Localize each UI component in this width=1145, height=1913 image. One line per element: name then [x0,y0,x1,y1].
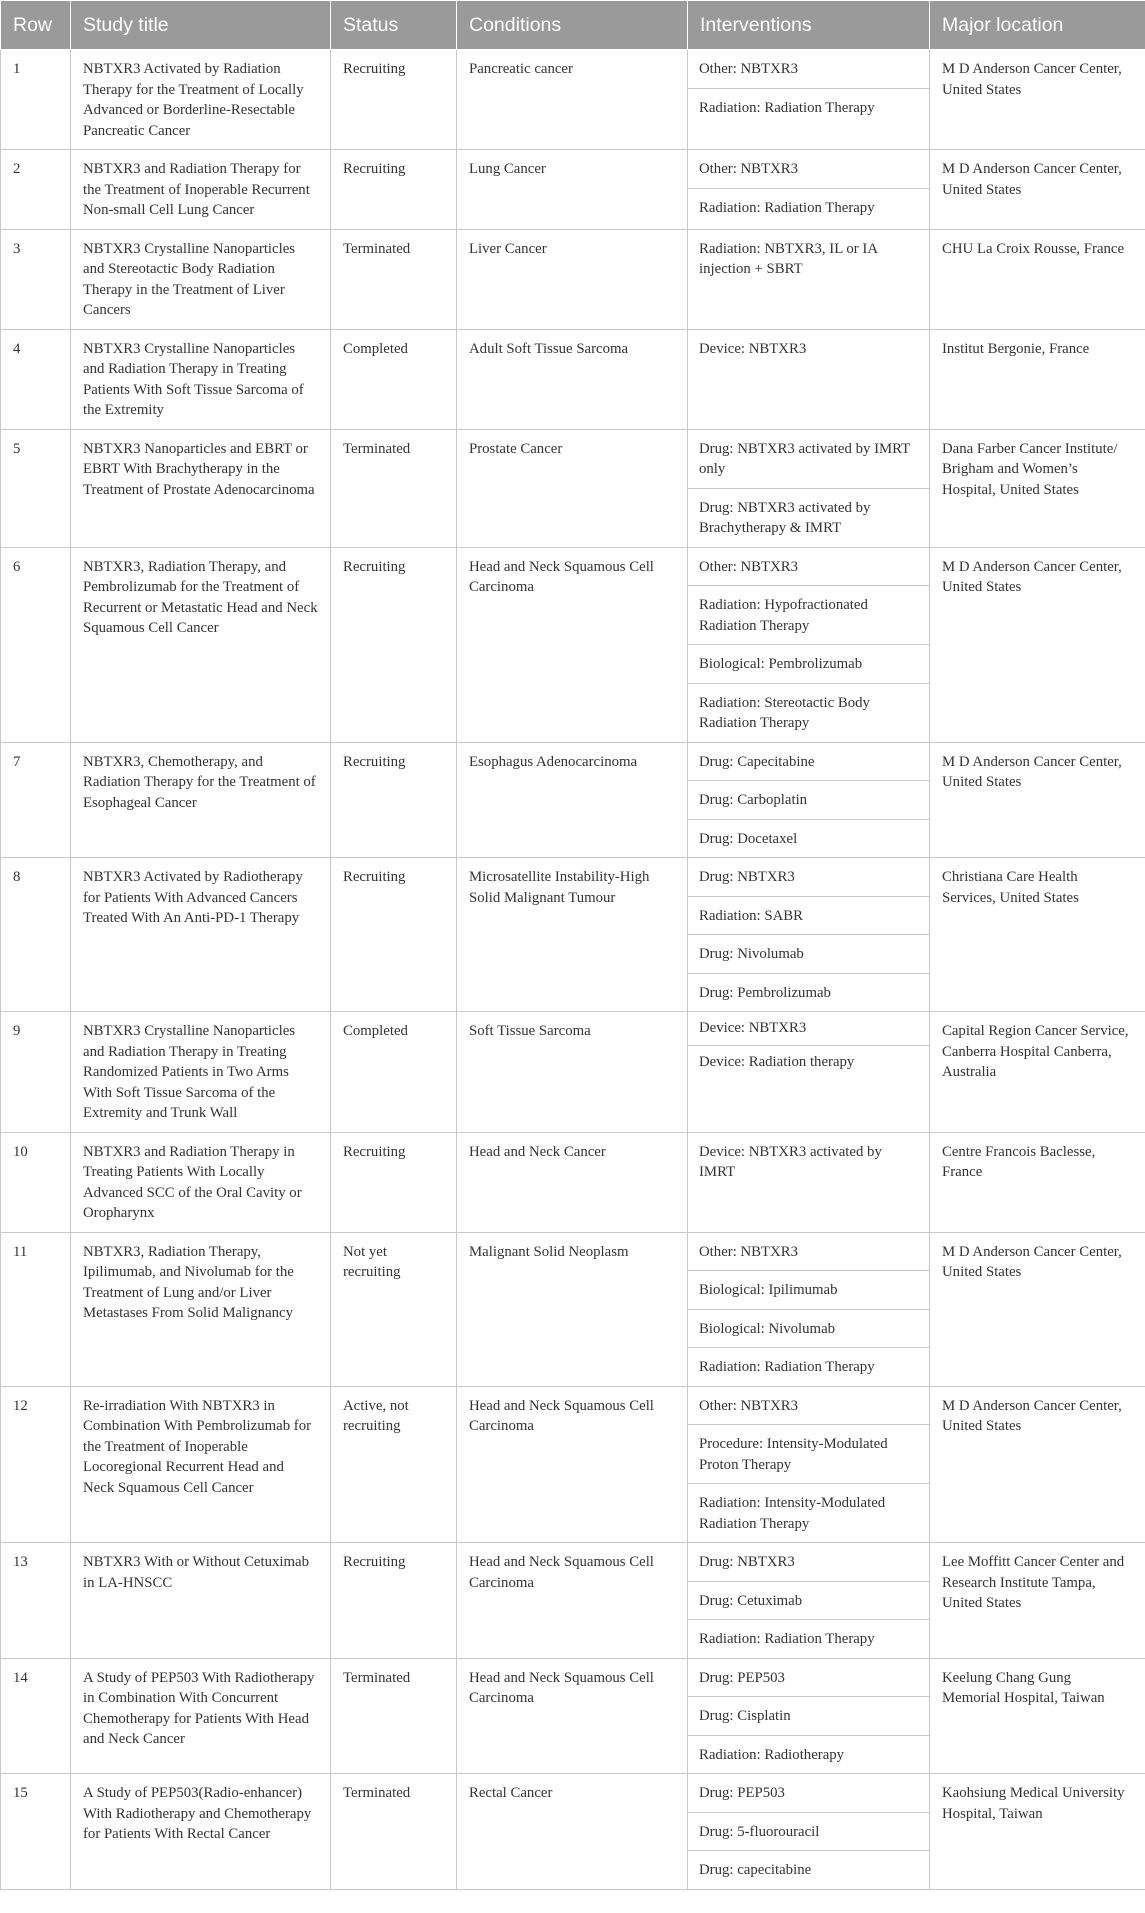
intervention-item: Drug: Carboplatin [688,781,929,820]
intervention-item: Radiation: Radiation Therapy [699,1359,875,1375]
intervention-item: Drug: Pembrolizumab [699,984,831,1001]
table-row [1,547,1145,742]
row-number-cell: 7 [1,742,71,858]
study-title-cell: NBTXR3 With or Without Cetuximab in LA-HNSCC [71,1543,331,1659]
intervention-item: Radiation: Stereotactic Body Radiation Therapy [699,694,870,731]
status-cell: Terminated [331,429,457,547]
interventions-list [688,1387,929,1543]
intervention-item: Radiation: Radiation Therapy [699,199,875,216]
interventions-cell [688,1132,930,1232]
interventions-cell [688,50,930,150]
intervention-item: Device: NBTXR3 activated by IMRT [699,1143,882,1180]
header-status: Status [331,1,457,50]
table-header [1,1,1145,50]
conditions-cell: Malignant Solid Neoplasm [457,1232,688,1386]
status-cell: Terminated [331,229,457,329]
study-title-cell: NBTXR3 and Radiation Therapy for the Treatment of Inoperable Recurrent Non-small Cell Lung Cancer [71,150,331,230]
intervention-item: Drug: Docetaxel [699,830,798,847]
intervention-item: Drug: Cetuximab [688,1582,929,1621]
intervention-item: Radiation: Radiation Therapy [699,99,875,116]
intervention-item: Biological: Ipilimumab [688,1271,929,1310]
conditions-cell: Pancreatic cancer [457,50,688,150]
row-number-cell: 9 [1,1012,71,1133]
table-row [1,1543,1145,1659]
interventions-list [688,1774,929,1889]
interventions-list [688,1133,929,1191]
row-number-cell: 10 [1,1132,71,1232]
status-cell: Recruiting [331,1132,457,1232]
interventions-cell [688,229,930,329]
study-title-cell: NBTXR3, Radiation Therapy, Ipilimumab, and Nivolumab for the Treatment of Lung and/or Liver Metastases From Solid Malignancy [71,1232,331,1386]
row-number-cell: 15 [1,1774,71,1890]
major-location-cell: M D Anderson Cancer Center, United States [930,547,1145,742]
row-number-cell: 5 [1,429,71,547]
header-interventions: Interventions [688,1,930,50]
row-number-cell: 3 [1,229,71,329]
row-number-cell: 12 [1,1386,71,1543]
interventions-list [688,858,929,1011]
table-row [1,858,1145,1012]
interventions-cell [688,1658,930,1774]
interventions-list [688,1012,929,1078]
status-cell: Completed [331,1012,457,1133]
status-cell: Recruiting [331,150,457,230]
status-cell: Terminated [331,1774,457,1890]
table-row [1,1132,1145,1232]
intervention-item: Device: Radiation therapy [699,1053,855,1070]
intervention-item: Drug: NBTXR3 [688,1543,929,1582]
study-title-cell: NBTXR3, Chemotherapy, and Radiation Therapy for the Treatment of Esophageal Cancer [71,742,331,858]
conditions-cell: Head and Neck Squamous Cell Carcinoma [457,1543,688,1659]
interventions-cell [688,547,930,742]
study-title-cell: A Study of PEP503 With Radiotherapy in Combination With Concurrent Chemotherapy for Patients With Head and Neck Cancer [71,1658,331,1774]
major-location-cell: M D Anderson Cancer Center, United States [930,50,1145,150]
interventions-list [688,1659,929,1774]
status-cell: Recruiting [331,50,457,150]
table-row [1,1386,1145,1543]
interventions-cell [688,150,930,230]
conditions-cell: Microsatellite Instability-High Solid Malignant Tumour [457,858,688,1012]
major-location-cell: Lee Moffitt Cancer Center and Research Institute Tampa, United States [930,1543,1145,1659]
intervention-item: Drug: NBTXR3 activated by IMRT only [688,430,929,489]
table-row [1,1774,1145,1890]
row-number-cell: 6 [1,547,71,742]
conditions-cell: Esophagus Adenocarcinoma [457,742,688,858]
intervention-item: Radiation: Radiation Therapy [699,1631,875,1647]
major-location-cell: Christiana Care Health Services, United States [930,858,1145,1012]
major-location-cell: M D Anderson Cancer Center, United States [930,1232,1145,1386]
intervention-item: Drug: NBTXR3 activated by Brachytherapy & IMRT [699,499,871,536]
header-conditions: Conditions [457,1,688,50]
interventions-list [688,1543,929,1658]
table-row [1,429,1145,547]
interventions-list [688,1233,929,1386]
intervention-item: Drug: PEP503 [688,1659,929,1698]
conditions-cell: Liver Cancer [457,229,688,329]
interventions-cell [688,1232,930,1386]
study-title-cell: A Study of PEP503(Radio-enhancer) With Radiotherapy and Chemotherapy for Patients With Rectal Cancer [71,1774,331,1890]
row-number-cell: 4 [1,329,71,429]
conditions-cell: Head and Neck Squamous Cell Carcinoma [457,1386,688,1543]
interventions-list [688,330,929,368]
major-location-cell: Dana Farber Cancer Institute/ Brigham and Women’s Hospital, United States [930,429,1145,547]
header-row [1,1,1145,50]
conditions-cell: Rectal Cancer [457,1774,688,1890]
major-location-cell: M D Anderson Cancer Center, United States [930,1386,1145,1543]
intervention-item: Radiation: Hypofractionated Radiation Therapy [688,586,929,645]
interventions-list [688,230,929,288]
status-cell: Recruiting [331,858,457,1012]
table-row [1,229,1145,329]
major-location-cell: CHU La Croix Rousse, France [930,229,1145,329]
intervention-item: Drug: Cisplatin [688,1697,929,1736]
intervention-item: Biological: Nivolumab [688,1310,929,1349]
major-location-cell: M D Anderson Cancer Center, United States [930,742,1145,858]
table-row [1,329,1145,429]
intervention-item: Drug: Capecitabine [688,743,929,782]
conditions-cell: Head and Neck Squamous Cell Carcinoma [457,547,688,742]
interventions-list [688,150,929,226]
interventions-list [688,743,929,858]
interventions-cell [688,1386,930,1543]
conditions-cell: Lung Cancer [457,150,688,230]
intervention-item: Other: NBTXR3 [688,1387,929,1426]
major-location-cell: Keelung Chang Gung Memorial Hospital, Taiwan [930,1658,1145,1774]
row-number-cell: 2 [1,150,71,230]
intervention-item: Other: NBTXR3 [688,150,929,189]
intervention-item: Radiation: SABR [688,897,929,936]
study-title-cell: NBTXR3, Radiation Therapy, and Pembrolizumab for the Treatment of Recurrent or Metastatic Head and Neck Squamous Cell Cancer [71,547,331,742]
major-location-cell: Institut Bergonie, France [930,329,1145,429]
major-location-cell: Kaohsiung Medical University Hospital, Taiwan [930,1774,1145,1890]
intervention-item: Other: NBTXR3 [688,548,929,587]
header-major-location: Major location [930,1,1145,50]
table-row [1,742,1145,858]
status-cell: Not yet recruiting [331,1232,457,1386]
interventions-cell [688,429,930,547]
intervention-item: Drug: capecitabine [699,1862,812,1878]
row-number-cell: 14 [1,1658,71,1774]
interventions-list [688,50,929,126]
table-row [1,50,1145,150]
table-row [1,1232,1145,1386]
interventions-cell [688,1012,930,1133]
intervention-item: Drug: PEP503 [688,1774,929,1813]
interventions-cell [688,742,930,858]
interventions-cell [688,858,930,1012]
study-title-cell: NBTXR3 and Radiation Therapy in Treating Patients With Locally Advanced SCC of the Oral Cavity or Oropharynx [71,1132,331,1232]
status-cell: Active, not recruiting [331,1386,457,1543]
status-cell: Recruiting [331,547,457,742]
interventions-list [688,548,929,742]
intervention-item: Other: NBTXR3 [688,1233,929,1272]
header-row-number: Row [1,1,71,50]
interventions-list [688,430,929,547]
major-location-cell: Capital Region Cancer Service, Canberra Hospital Canberra, Australia [930,1012,1145,1133]
conditions-cell: Head and Neck Squamous Cell Carcinoma [457,1658,688,1774]
conditions-cell: Head and Neck Cancer [457,1132,688,1232]
table-row [1,1012,1145,1133]
row-number-cell: 13 [1,1543,71,1659]
intervention-item: Drug: Nivolumab [688,935,929,974]
conditions-cell: Soft Tissue Sarcoma [457,1012,688,1133]
interventions-cell [688,329,930,429]
intervention-item: Device: NBTXR3 [688,1012,929,1046]
major-location-cell: M D Anderson Cancer Center, United States [930,150,1145,230]
study-title-cell: NBTXR3 Nanoparticles and EBRT or EBRT With Brachytherapy in the Treatment of Prostate Adenocarcinoma [71,429,331,547]
study-title-cell: NBTXR3 Crystalline Nanoparticles and Radiation Therapy in Treating Patients With Soft Tissue Sarcoma of the Extremity [71,329,331,429]
major-location-cell: Centre Francois Baclesse, France [930,1132,1145,1232]
status-cell: Recruiting [331,1543,457,1659]
interventions-cell [688,1774,930,1890]
study-title-cell: NBTXR3 Crystalline Nanoparticles and Stereotactic Body Radiation Therapy in the Treatment of Liver Cancers [71,229,331,329]
study-title-cell: NBTXR3 Crystalline Nanoparticles and Radiation Therapy in Treating Randomized Patients in Two Arms With Soft Tissue Sarcoma of the Extremity and Trunk Wall [71,1012,331,1133]
conditions-cell: Prostate Cancer [457,429,688,547]
interventions-cell [688,1543,930,1659]
row-number-cell: 8 [1,858,71,1012]
table-row [1,1658,1145,1774]
header-study-title: Study title [71,1,331,50]
study-title-cell: NBTXR3 Activated by Radiation Therapy for the Treatment of Locally Advanced or Borderline-Resectable Pancreatic Cancer [71,50,331,150]
intervention-item: Drug: NBTXR3 [688,858,929,897]
status-cell: Completed [331,329,457,429]
table-body [1,50,1145,1890]
study-title-cell: NBTXR3 Activated by Radiotherapy for Patients With Advanced Cancers Treated With An Anti-PD-1 Therapy [71,858,331,1012]
row-number-cell: 1 [1,50,71,150]
intervention-item: Biological: Pembrolizumab [688,645,929,684]
conditions-cell: Adult Soft Tissue Sarcoma [457,329,688,429]
table-row [1,150,1145,230]
intervention-item: Procedure: Intensity-Modulated Proton Therapy [688,1425,929,1484]
intervention-item: Drug: 5-fluorouracil [688,1813,929,1852]
row-number-cell: 11 [1,1232,71,1386]
intervention-item: Radiation: Radiotherapy [699,1746,845,1763]
status-cell: Terminated [331,1658,457,1774]
intervention-item: Radiation: NBTXR3, IL or IA injection + SBRT [699,240,878,277]
study-title-cell: Re-irradiation With NBTXR3 in Combination With Pembrolizumab for the Treatment of Inoperable Locoregional Recurrent Head and Neck Squamous Cell Cancer [71,1386,331,1543]
intervention-item: Radiation: Intensity-Modulated Radiation Therapy [699,1495,886,1532]
intervention-item: Device: NBTXR3 [699,340,807,357]
intervention-item: Other: NBTXR3 [688,50,929,89]
status-cell: Recruiting [331,742,457,858]
